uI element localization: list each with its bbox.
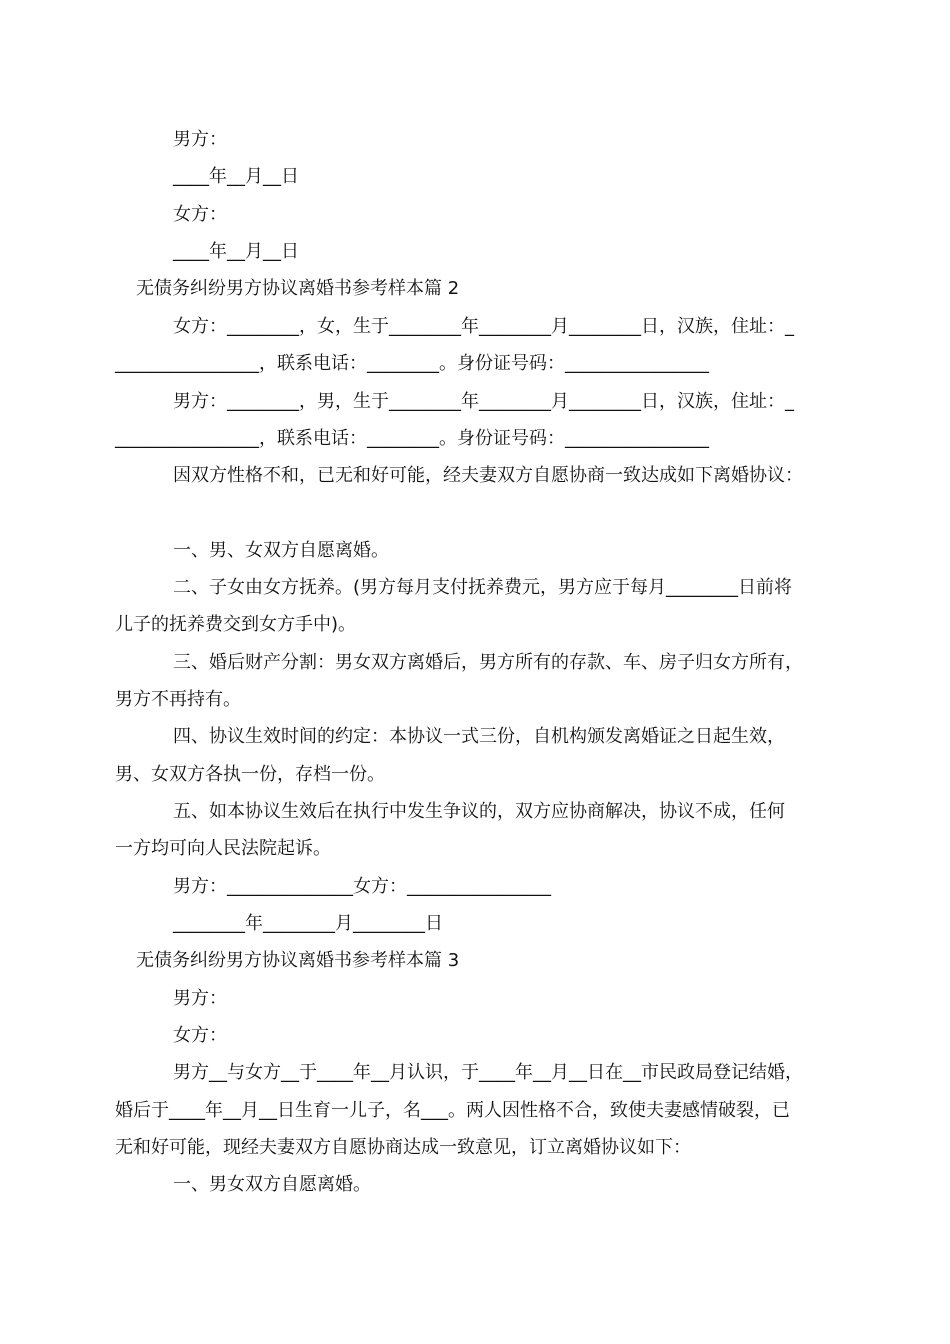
text-line: ____年__月__日: [173, 241, 299, 262]
text-line: 男方：________，男，生于________年________月________日，汉族，住址：_: [173, 391, 794, 412]
text-line: 一、男、女双方自愿离婚。: [173, 540, 389, 561]
text-line: 无和好可能，现经夫妻双方自愿协商达成一致意见，订立离婚协议如下：: [115, 1137, 691, 1158]
text-line: ____年__月__日: [173, 166, 299, 187]
text-line: 女方：________，女，生于________年________月________日，汉族，住址：_: [173, 316, 794, 337]
text-line: 儿子的抚养费交到女方手中)。: [115, 614, 357, 635]
text-line: ________年________月________日: [173, 913, 443, 934]
text-line: 一、男女双方自愿离婚。: [173, 1174, 371, 1195]
text-line: 男、女双方各执一份，存档一份。: [115, 764, 385, 785]
text-line: 一方均可向人民法院起诉。: [115, 838, 331, 859]
text-line: 二、子女由女方抚养。(男方每月支付抚养费元，男方应于每月________日前将: [173, 577, 793, 598]
text-line: 男方：: [173, 129, 227, 150]
text-line: 五、如本协议生效后在执行中发生争议的，双方应协商解决，协议不成，任何: [173, 801, 785, 822]
text-line: 男方不再持有。: [115, 689, 241, 710]
text-line: 婚后于____年__月__日生育一儿子，名___。两人因性格不合，致使夫妻感情破裂，已: [115, 1100, 790, 1121]
text-line: 因双方性格不和，已无和好可能，经夫妻双方自愿协商一致达成如下离婚协议：: [173, 465, 803, 486]
text-line: 女方：: [173, 1025, 227, 1046]
text-line: 四、协议生效时间的约定：本协议一式三份，自机构颁发离婚证之日起生效，: [173, 726, 785, 747]
text-line: 女方：: [173, 204, 227, 225]
section-heading: 无债务纠纷男方协议离婚书参考样本篇 2: [136, 278, 460, 299]
text-line: ________________，联系电话：________。身份证号码：________________: [115, 428, 709, 449]
text-line: 男方__与女方__于____年__月认识，于____年__月__日在__市民政局登记结婚，: [173, 1062, 803, 1083]
text-line: 男方：______________女方：________________: [173, 876, 551, 897]
text-line: 男方：: [173, 988, 227, 1009]
section-heading: 无债务纠纷男方协议离婚书参考样本篇 3: [136, 950, 460, 971]
text-line: ________________，联系电话：________。身份证号码：________________: [115, 353, 709, 374]
text-line: 三、婚后财产分割：男女双方离婚后，男方所有的存款、车、房子归女方所有，: [173, 652, 803, 673]
